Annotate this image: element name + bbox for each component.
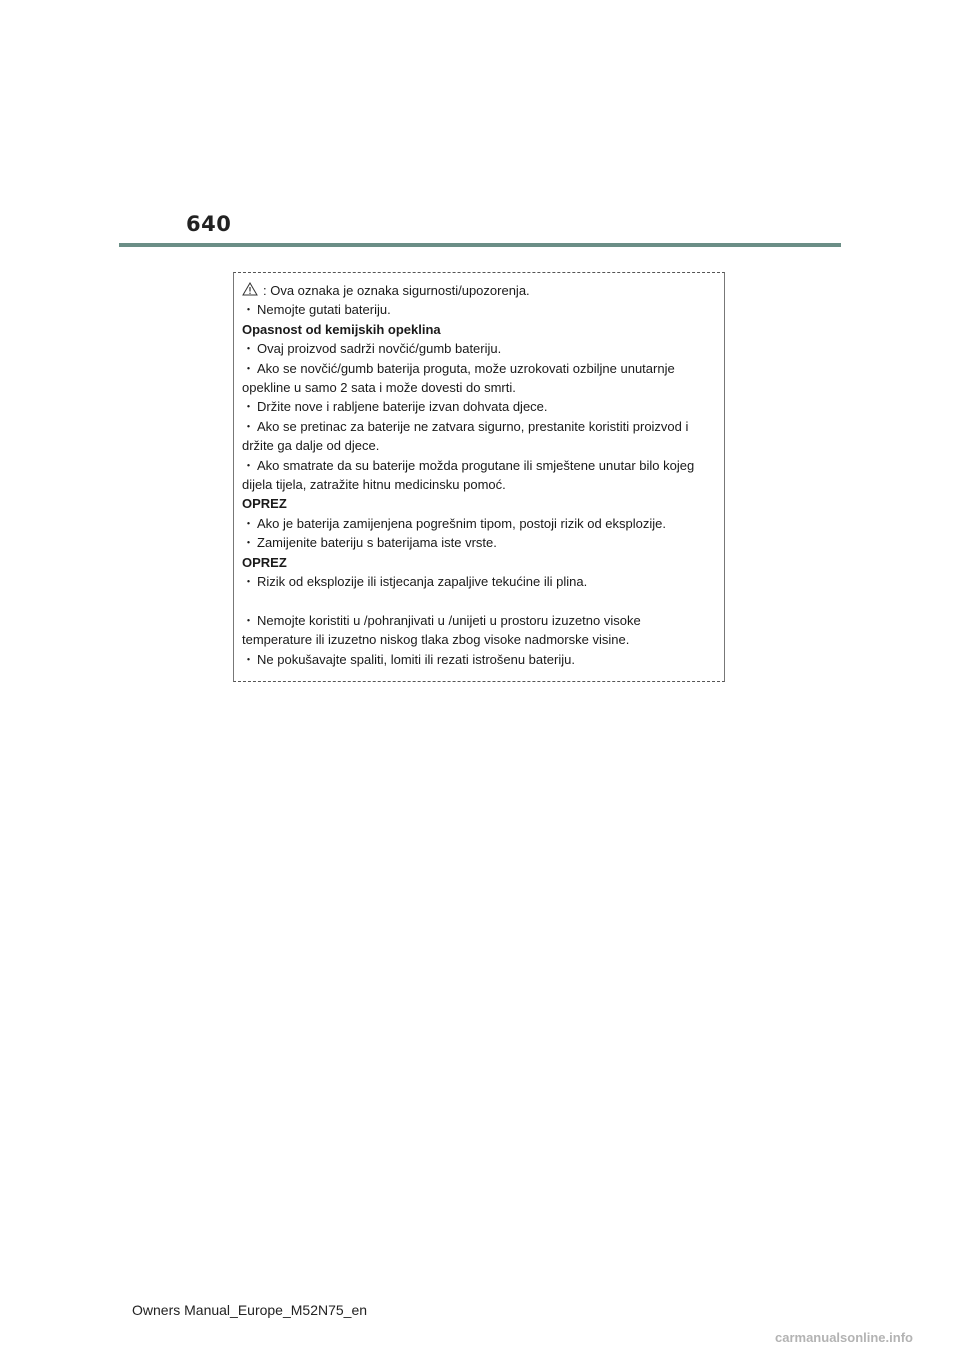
warning-triangle-icon <box>242 282 258 296</box>
notice-line-text: Nemojte gutati bateriju. <box>257 302 391 318</box>
notice-line <box>242 475 712 494</box>
notice-line <box>242 320 712 339</box>
bullet-mark: ・ <box>242 574 256 590</box>
notice-line-text: Ako je baterija zamijenjena pogrešnim tipom, postoji rizik od eksplozije. <box>257 515 666 531</box>
notice-line <box>242 494 712 513</box>
bullet-mark: ・ <box>242 651 256 667</box>
notice-line <box>242 553 712 572</box>
notice-line-text: Ovaj proizvod sadrži novčić/gumb bateriju. <box>257 341 502 357</box>
notice-line <box>242 514 712 533</box>
notice-line <box>242 611 712 630</box>
notice-line-text: Ne pokušavajte spaliti, lomiti ili rezati istrošenu bateriju. <box>257 651 575 667</box>
notice-spacer <box>242 592 712 611</box>
notice-line-text: Ako se novčić/gumb baterija proguta, može uzrokovati ozbiljne unutarnje <box>257 360 675 376</box>
bullet-mark: ・ <box>242 457 256 473</box>
notice-line <box>242 572 712 591</box>
bullet-mark: ・ <box>242 515 256 531</box>
notice-line-text: OPREZ <box>242 496 287 512</box>
notice-line <box>242 397 712 416</box>
warning-notice-text <box>242 281 712 669</box>
notice-line-text: Ako smatrate da su baterije možda progutane ili smještene unutar bilo kojeg <box>257 457 695 473</box>
notice-line <box>242 378 712 397</box>
page-number: 640 <box>186 212 232 236</box>
notice-line <box>242 630 712 649</box>
notice-line-text: Zamijenite bateriju s baterijama iste vrste. <box>257 535 497 551</box>
notice-line <box>242 359 712 378</box>
bullet-mark: ・ <box>242 341 256 357</box>
notice-line-text: temperature ili izuzetno niskog tlaka zbog visoke nadmorske visine. <box>242 632 630 648</box>
notice-line-text: dijela tijela, zatražite hitnu medicinsku pomoć. <box>242 477 506 493</box>
notice-line-text: Nemojte koristiti u /pohranjivati u /unijeti u prostoru izuzetno visoke <box>257 612 641 628</box>
notice-line <box>242 339 712 358</box>
bullet-mark: ・ <box>242 302 256 318</box>
notice-line-text: Rizik od eksplozije ili istjecanja zapaljive tekućine ili plina. <box>257 574 588 590</box>
notice-line <box>242 417 712 436</box>
notice-line-text: Opasnost od kemijskih opeklina <box>242 321 441 337</box>
notice-line <box>242 456 712 475</box>
bullet-mark: ・ <box>242 612 256 628</box>
notice-line <box>242 300 712 319</box>
notice-line <box>242 281 712 300</box>
footer-document-id: Owners Manual_Europe_M52N75_en <box>132 1302 368 1318</box>
bullet-mark: ・ <box>242 360 256 376</box>
watermark: carmanualsonline.info <box>775 1330 913 1345</box>
notice-line-text: držite ga dalje od djece. <box>242 438 380 454</box>
notice-line-text: opekline u samo 2 sata i može dovesti do smrti. <box>242 380 516 396</box>
bullet-mark: ・ <box>242 535 256 551</box>
notice-line <box>242 650 712 669</box>
bullet-mark: ・ <box>242 418 256 434</box>
notice-line-text: Ako se pretinac za baterije ne zatvara sigurno, prestanite koristiti proizvod i <box>257 418 689 434</box>
notice-line-text: OPREZ <box>242 554 287 570</box>
notice-line-text: Držite nove i rabljene baterije izvan dohvata djece. <box>257 399 548 415</box>
notice-line <box>242 533 712 552</box>
header-rule <box>119 243 841 247</box>
notice-line <box>242 436 712 455</box>
bullet-mark: ・ <box>242 399 256 415</box>
notice-line-text: : Ova oznaka je oznaka sigurnosti/upozorenja. <box>263 283 530 298</box>
